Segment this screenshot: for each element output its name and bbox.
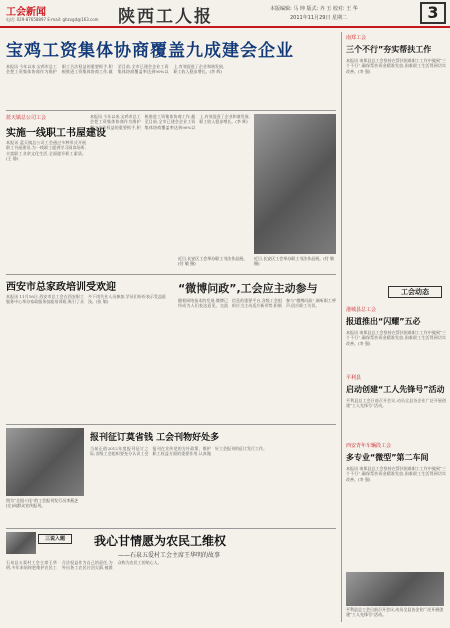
section-name: 工会新闻 xyxy=(6,7,46,18)
left-story-body: 本报讯 蓝天镇总公司工会通过多种形式开展职工书屋建设,为一线职工提供学习阅读场所,丰富职工业余文化生活,全面提升职工素质。(王 静) xyxy=(6,140,86,161)
weibo-story-body: 随着网络技术的发展,微博已经成为人们表达意见、交流信息的重要平台,各级工会组织应当主动适应新形势,积极参与“微博问政”,倾听职工呼声,回应职工关切。 xyxy=(178,298,336,309)
page-number: 3 xyxy=(420,2,446,24)
lead-headline: 宝鸡工资集体协商覆盖九成建会企业 xyxy=(6,41,294,61)
bottom-rule xyxy=(6,528,336,529)
right-title-2: 报道推出“闪耀”五必 xyxy=(346,317,421,326)
top-right-photo xyxy=(254,114,336,254)
xian-story-body: 本报讯 11月16日,西安市总工会在西安职工服务中心举办家政服务技能培训班,吸引了众多下岗失业人员参加,学员们纷纷表示受益匪浅。(张 敏) xyxy=(6,294,166,305)
center-mid-body: 当前正值2012年度报刊征订之际,各级工会组织要充分认识工会报刊在宣传党的方针政策、维护职工权益方面的重要作用,认真做好工会报刊的征订发行工作。 xyxy=(90,446,267,457)
left-story-title: 实施一线职工书屋建设 xyxy=(6,128,106,139)
lead-body: 本报讯 今年以来,宝鸡市总工会把工资集体协商作为维护职工合法权益的重要抓手,积极推进工资集体协商工作,截至目前,全市已建会企业工资集体协商覆盖率达到90%以上,有效促进了企业和谐发展,职工收入稳步增长。(李 辉) xyxy=(6,64,225,75)
right-title-3: 启动创建“工人先锋号”活动 xyxy=(346,385,445,394)
right-title-4: 多专业“微型”第二车间 xyxy=(346,453,429,462)
right-body-1: 本报讯 南郑县总工会坚持在帮扶困难职工工作中做到“三个不行”,确保帮扶资金精准发放,困难职工生活得到切实改善。(李 强) xyxy=(346,58,446,74)
xian-story-title: 西安市总家政培训受欢迎 xyxy=(6,282,116,293)
contact-line: 电话: 029-87658897 E-mail: ghzxgd@163.com xyxy=(6,17,99,22)
newspaper-masthead: 陕西工人报 xyxy=(118,7,213,27)
mid-caption: 近日,长安区工会举办职工书法作品展。(付 敏 摄) xyxy=(178,256,248,266)
right-body-2: 本报讯 南郑县总工会坚持在帮扶困难职工工作中做到“三个不行”,确保帮扶资金精准发放,困难职工生活得到切实改善。(李 强) xyxy=(346,330,446,346)
logo-gonghui-dongtai: 工会动态 xyxy=(388,286,442,298)
right-column-rule xyxy=(341,32,342,622)
bottom-story-subtitle: ——石泉五爱村工会主席王华明的故事 xyxy=(118,552,221,559)
lower-left-photo xyxy=(6,428,84,496)
right-kicker-1: 南郑工会 xyxy=(346,35,367,41)
right-photo xyxy=(346,572,444,606)
mid-rule xyxy=(6,274,336,275)
center-mid-title: 报刊征订莫省钱 工会刊物好处多 xyxy=(90,433,220,443)
center-top-body: 本报讯 今年以来,宝鸡市总工会把工资集体协商作为维护职工合法权益的重要抓手,积极推进工资集体协商工作,截至目前,全市已建会企业工资集体协商覆盖率达到90%以上,有效促进了企业和谐发展,职工收入稳步增长。(李 辉) xyxy=(90,114,250,130)
bottom-left-photo xyxy=(6,532,36,554)
logo-left-small: 三说入题 xyxy=(38,534,72,544)
lower-rule xyxy=(6,424,336,425)
left-kicker: 蓝天镇总公司工会 xyxy=(6,115,47,121)
right-kicker-3: 平利县 xyxy=(346,375,362,381)
right-kicker-2: 港城县总工会 xyxy=(346,307,377,313)
issue-date: 2011年11月29日 星期二 xyxy=(290,15,348,21)
right-photo-caption: 平利县总工会日前召开会议,动员全县各企业广泛开展创建“工人先锋号”活动。 xyxy=(346,607,444,617)
lead-rule xyxy=(6,110,336,111)
right-body-4: 本报讯 南郑县总工会坚持在帮扶困难职工工作中做到“三个不行”,确保帮扶资金精准发放,困难职工生活得到切实改善。(李 强) xyxy=(346,466,446,482)
bottom-story-title: 我心甘情愿为农民工维权 xyxy=(94,534,227,548)
top-right-caption: 近日,长安区工会举办职工书法作品展。(付 敏 摄) xyxy=(254,256,335,266)
weibo-story-title: “微博问政”,工会应主动参与 xyxy=(178,282,318,295)
right-body-3: 平利县总工会日前召开会议,动员全县各企业广泛开展创建“工人先锋号”活动。 xyxy=(346,398,446,409)
lower-left-caption: 图为“全国十佳”的工会报刊发行员李燕芝(左)向群众宣传报刊。 xyxy=(6,498,79,508)
right-kicker-4: 西安青年车辆段工会 xyxy=(346,443,392,449)
right-title-1: 三个不行”夯实帮扶工作 xyxy=(346,45,432,54)
page-header xyxy=(0,0,450,28)
editor-line: 本版编辑: 马 坤 版式: 齐 玉 校对: 王 华 xyxy=(270,6,358,12)
bottom-story-body: 石泉县五爱村工会主席王华明,多年来始终把维护农民工合法权益作为自己的责任,为外出务工农民讨回欠薪,被群众称为农民工的贴心人。 xyxy=(6,560,162,571)
